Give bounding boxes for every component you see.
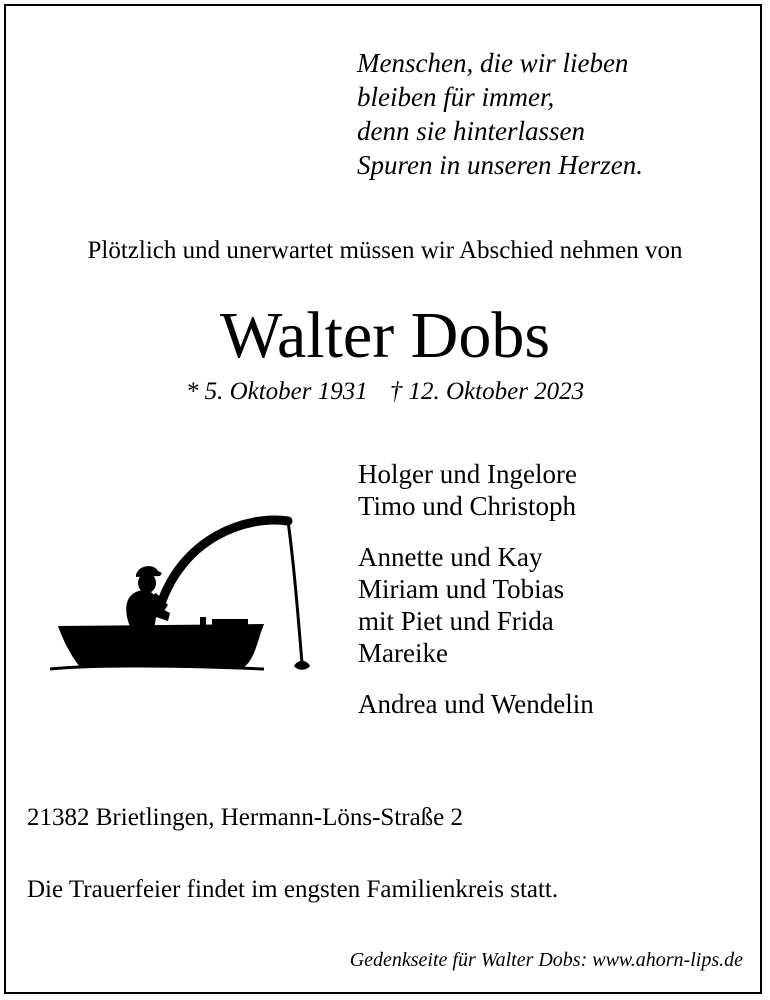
birth-date: * 5. Oktober 1931 — [185, 378, 368, 405]
mourner-name: Timo und Christoph — [358, 491, 577, 521]
mourner-name: mit Piet und Frida — [358, 606, 554, 636]
death-date: † 12. Oktober 2023 — [389, 378, 585, 405]
verse-line: Menschen, die wir lieben — [357, 48, 629, 78]
mourner-name: Holger und Ingelore — [358, 459, 577, 489]
verse-line: denn sie hinterlassen — [357, 116, 585, 146]
mourner-group — [358, 688, 594, 720]
mourner-group — [358, 458, 594, 522]
memorial-page-link[interactable]: Gedenkseite für Walter Dobs: www.ahorn-lips.de — [349, 949, 743, 971]
memorial-verse — [357, 46, 643, 182]
mourners-list — [358, 458, 594, 739]
mourner-name: Annette und Kay — [358, 542, 543, 572]
fisherman-in-boat-icon — [50, 505, 330, 685]
mourner-name: Miriam und Tobias — [358, 574, 565, 604]
deceased-name: Walter Dobs — [219, 299, 551, 372]
verse-line: bleiben für immer, — [357, 82, 555, 112]
life-dates — [0, 376, 770, 408]
intro-text: Plötzlich und unerwartet müssen wir Abschied nehmen von — [87, 237, 683, 264]
family-address: 21382 Brietlingen, Hermann-Löns-Straße 2 — [27, 804, 464, 831]
funeral-note: Die Trauerfeier findet im engsten Familienkreis statt. — [27, 876, 559, 903]
mourner-name: Mareike — [358, 638, 448, 668]
mourner-name: Andrea und Wendelin — [358, 689, 594, 719]
verse-line: Spuren in unseren Herzen. — [357, 150, 643, 180]
mourner-group — [358, 541, 594, 669]
